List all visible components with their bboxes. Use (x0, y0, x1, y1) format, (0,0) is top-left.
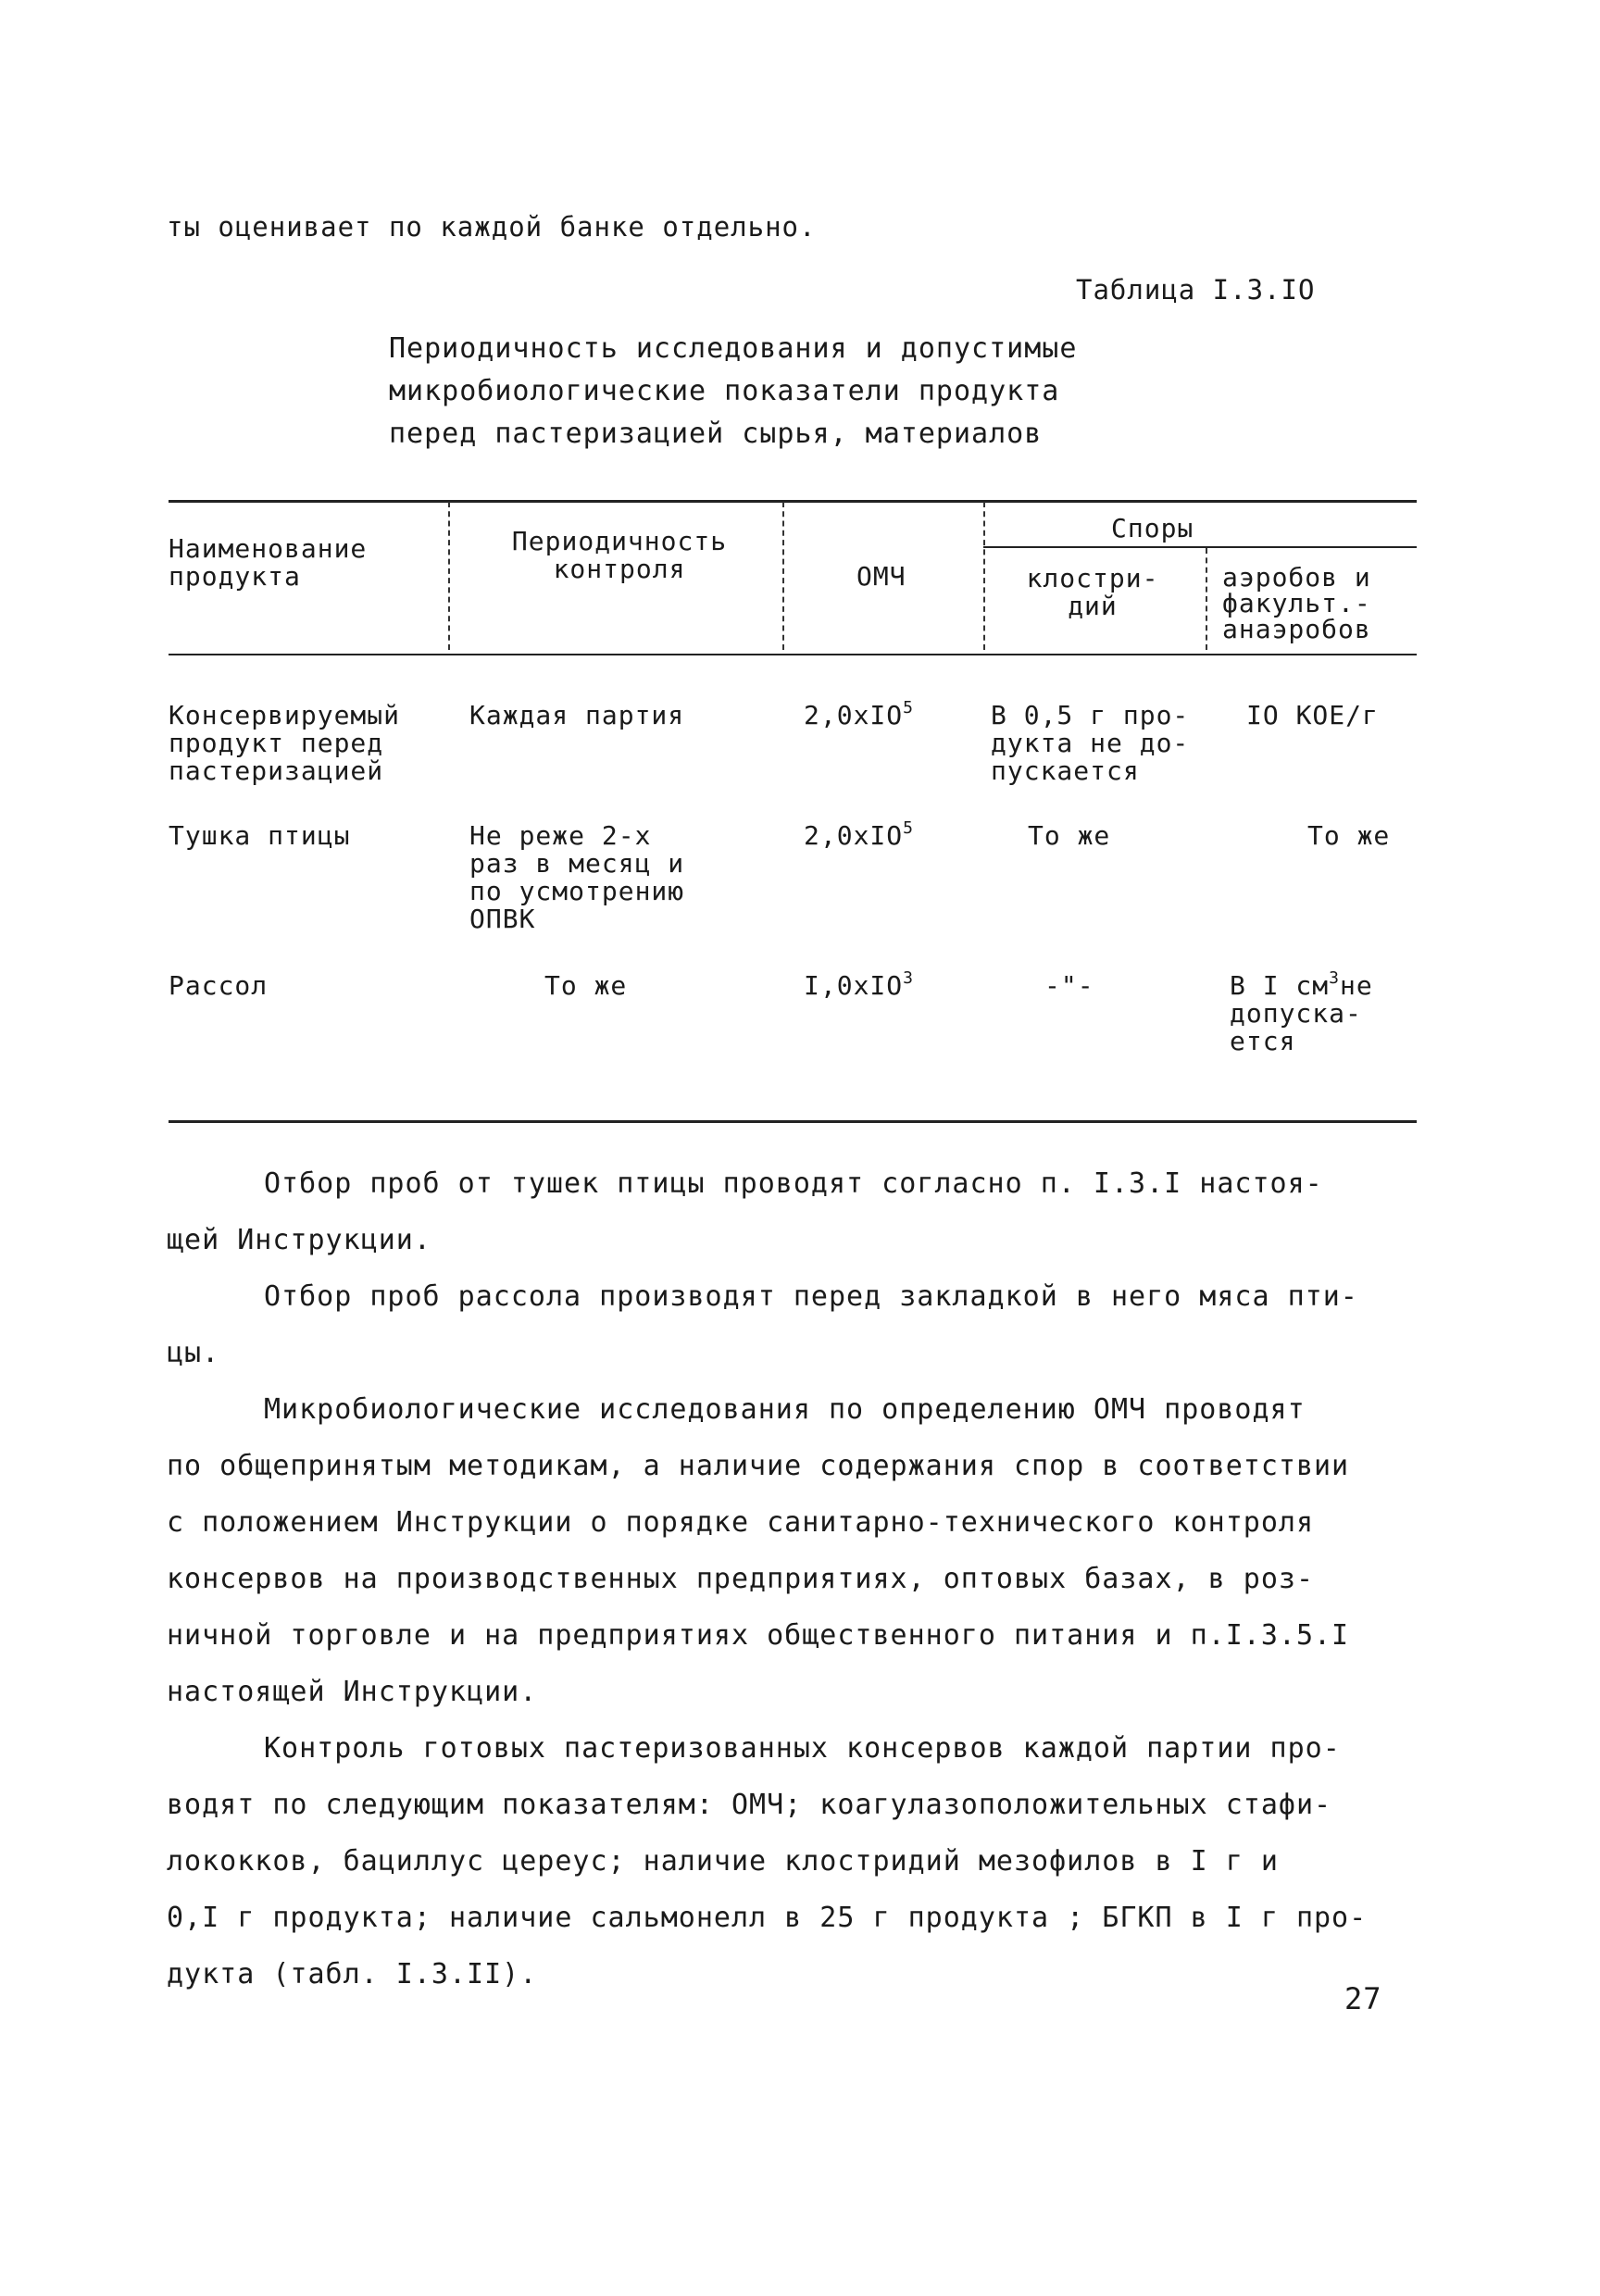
row-aerobes: IO КОЕ/г (1246, 700, 1379, 730)
paragraph: Микробиологические исследования по определению ОМЧ проводят по общепринятым методикам, а наличие содержания спор в соответствии с положением Инструкции о порядке санитарно-технического контроля консервов на производственных предприятиях, оптовых базах, в роз- ничной торговле и на предприятиях общественного питания и п.I.3.5.I настоящей Инструкции. (167, 1393, 1350, 1708)
header-clostridia: клостри- дий (1026, 563, 1159, 621)
paragraph: Контроль готовых пастеризованных консервов каждой партии про- водят по следующим показателям: ОМЧ; коагулазоположительных стафи- лококков, бациллус цереус; наличие клостридий мезофилов в I г и 0,I г продукта; наличие сальмонелл в 25 г продукта ; БГКП в I г про- дукта (табл. I.3.II). (167, 1732, 1368, 1990)
row-product: Рассол (169, 970, 269, 1001)
header-omch: ОМЧ (856, 561, 906, 592)
column-separator (448, 502, 450, 650)
row-periodicity: Не реже 2-х раз в месяц и по усмотрению ОПВК (469, 820, 685, 934)
row-aerobes: В I $см^3не$ допуска- ется (1230, 968, 1373, 1056)
row-aerobes: То же (1307, 820, 1391, 851)
column-separator (782, 502, 784, 650)
table-label: Таблица I.3.IO (1076, 274, 1316, 306)
row-clostridia: -"- (1044, 970, 1094, 1001)
row-clostridia: В 0,5 г про- дукта не до- пускается (991, 700, 1190, 786)
header-aerobes: аэробов и факульт.- анаэробов (1222, 562, 1371, 644)
caption-line: Периодичность исследования и допустимые (389, 332, 1078, 365)
continuation-line: ты оценивает по каждой банке отдельно. (167, 211, 817, 243)
row-product: Консервируемый продукт перед пастеризацией (169, 700, 401, 786)
paragraph: Отбор проб рассола производят перед закладкой в него мяса пти- цы. (167, 1280, 1358, 1369)
row-omch: 2,0xIO$^5$ (804, 698, 914, 730)
caption-line: перед пастеризацией сырья, материалов (389, 418, 1043, 450)
header-bottom-rule (169, 654, 1417, 655)
header-spores: Споры (1111, 513, 1194, 543)
table-bottom-rule (169, 1120, 1417, 1123)
column-separator (983, 502, 985, 650)
row-omch: 2,0xIO$^5$ (804, 818, 914, 851)
header-product: Наименование продукта (169, 533, 368, 592)
table-top-rule (169, 500, 1417, 503)
column-separator (1206, 548, 1207, 650)
page-number: 27 (1344, 1981, 1382, 2016)
header-periodicity: Периодичность контроля (511, 526, 728, 584)
spores-subheader-rule (983, 546, 1417, 548)
row-periodicity: То же (544, 970, 628, 1001)
caption-line: микробиологические показатели продукта (389, 375, 1060, 407)
row-periodicity: Каждая партия (469, 700, 685, 730)
row-product: Тушка птицы (169, 820, 351, 851)
table-caption (389, 328, 1077, 455)
paragraph: Отбор проб от тушек птицы проводят согласно п. I.3.I настоя- щей Инструкции. (167, 1167, 1323, 1256)
row-clostridia: То же (1028, 820, 1111, 851)
row-omch: I,0xIO$^3$ (804, 968, 914, 1001)
